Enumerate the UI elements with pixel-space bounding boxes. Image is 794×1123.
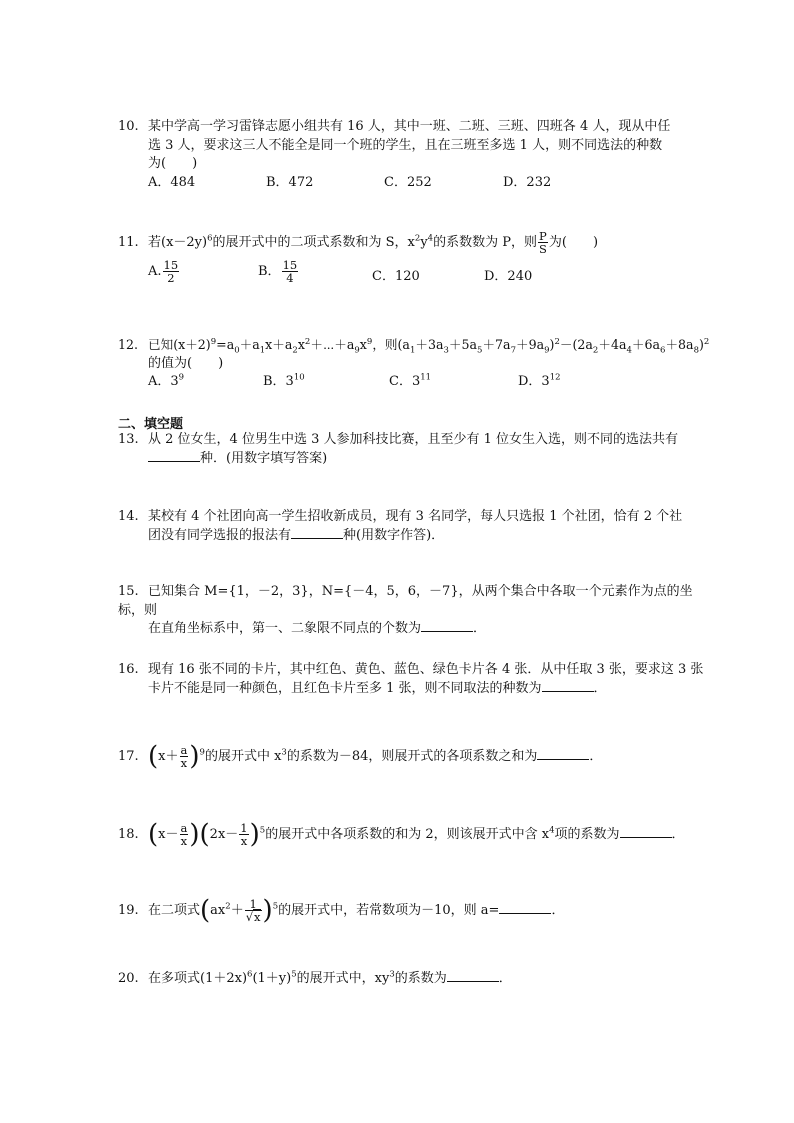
option-c: C．120	[372, 269, 420, 284]
q-text: ＋⋯＋a	[310, 337, 355, 352]
exponent: 2	[414, 233, 421, 244]
question-16	[118, 661, 718, 698]
question-text: ．	[589, 749, 603, 764]
expr-text: 2x－	[209, 827, 239, 842]
question-text: ．	[473, 621, 487, 636]
question-number: 20.	[118, 971, 139, 986]
subscript: 7	[510, 345, 516, 356]
denominator: 4	[286, 271, 294, 285]
right-paren: )	[262, 895, 273, 926]
option-b	[258, 259, 299, 284]
numerator: 1	[245, 898, 262, 911]
question-text: ．	[551, 903, 565, 918]
fraction	[239, 822, 248, 847]
question-12	[118, 336, 738, 393]
option-label: A.	[148, 264, 162, 279]
question-text: (1＋y)	[252, 971, 292, 986]
question-text: 种(用数字作答)．	[343, 527, 445, 543]
fraction	[245, 898, 262, 923]
exponent: 12	[549, 372, 561, 383]
question-text: ．	[671, 827, 685, 842]
expr-text: x－	[158, 827, 179, 842]
denominator: S	[538, 242, 547, 256]
exponent: 4	[549, 825, 555, 836]
exponent: 5	[291, 969, 297, 980]
numerator: a	[180, 821, 188, 835]
question-text: 现有 16 张不同的卡片，其中红色、黄色、蓝色、绿色卡片各 4 张．从中任取 3 张，要求这 3 张	[148, 662, 704, 677]
question-text: 在直角坐标系中，第一、二象限不同点的个数为	[148, 621, 422, 636]
denominator: x	[180, 834, 188, 848]
section-heading: 二、填空题	[118, 417, 184, 432]
numerator: 15	[282, 258, 298, 272]
question-text: ．	[593, 680, 607, 696]
answer-blank[interactable]	[537, 749, 589, 760]
question-14	[118, 508, 718, 545]
denominator	[245, 911, 262, 923]
question-text: 为( )	[148, 156, 198, 171]
exponent: 11	[420, 372, 432, 383]
subscript: 5	[477, 345, 483, 356]
left-paren: (	[148, 741, 159, 772]
q-text: )	[698, 337, 704, 352]
exponent: 5	[259, 825, 266, 836]
fraction	[538, 230, 548, 255]
sqrt-sign: √	[245, 910, 254, 924]
question-text: 卡片不能是同一种颜色，且红色卡片至多 1 张，则不同取法的种数为	[148, 680, 542, 696]
question-number: 19.	[118, 903, 139, 918]
question-number: 15.	[118, 584, 139, 599]
question-text: 的展开式中，xy	[296, 971, 390, 986]
question-number: 11.	[118, 235, 139, 250]
exponent: 9	[178, 372, 185, 383]
options-row	[118, 259, 718, 291]
fraction	[180, 744, 189, 769]
question-text: 在多项式(1＋2x)	[148, 971, 248, 986]
option-a	[148, 373, 184, 392]
question-text: 团没有同学选报的报法有	[148, 527, 292, 543]
question-text: 某校有 4 个社团向高一学生招收新成员，现有 3 名同学，每人只选报 1 个社团，恰有 2 个社	[148, 509, 683, 524]
denominator: x	[180, 756, 188, 770]
question-text: 从 2 位女生，4 位男生中选 3 人参加科技比赛，且至少有 1 位女生入选，则不同的选法共有	[148, 432, 679, 447]
subscript: 0	[234, 345, 240, 356]
option-text: C．3	[389, 374, 421, 389]
variable: y	[420, 235, 428, 250]
question-10	[118, 118, 718, 194]
question-number: 14.	[118, 509, 139, 524]
question-number: 13.	[118, 432, 139, 447]
answer-blank[interactable]	[421, 621, 473, 632]
answer-blank[interactable]	[447, 971, 499, 982]
subscript: 1	[259, 345, 266, 356]
exponent: 4	[427, 233, 434, 244]
question-number: 18.	[118, 827, 139, 842]
q-text: －(2a	[559, 337, 593, 352]
exponent: 6	[247, 969, 253, 980]
fraction	[180, 822, 189, 847]
option-text: B．3	[263, 374, 294, 389]
fraction	[282, 259, 299, 284]
exponent: 3	[389, 969, 395, 980]
left-paren: (	[200, 895, 211, 926]
q-text: x＋a	[265, 337, 293, 352]
exponent: 9	[199, 747, 205, 758]
right-paren: )	[249, 819, 260, 850]
q-text: ＋8a	[665, 337, 694, 352]
answer-blank[interactable]	[148, 451, 200, 462]
subscript: 2	[292, 345, 298, 356]
question-text: 某中学高一学习雷锋志愿小组共有 16 人，其中一班、二班、三班、四班各 4 人，现从中任	[148, 119, 671, 134]
answer-blank[interactable]	[499, 903, 551, 914]
exponent: 2	[703, 336, 710, 347]
radicand: x	[254, 910, 261, 924]
question-text: 选 3 人，要求这三人不能全是同一个班的学生，且在三班至多选 1 人，则不同选法的种数	[148, 137, 663, 153]
subscript: 9	[354, 345, 360, 356]
question-text: 的系数为	[394, 971, 447, 986]
q-text: ＋5a	[448, 337, 478, 352]
question-text: 的展开式中，若常数项为－10，则 a=	[278, 903, 500, 918]
expr-text: ＋	[230, 903, 244, 918]
fraction	[163, 259, 180, 284]
question-17	[118, 741, 718, 772]
answer-blank[interactable]	[620, 827, 672, 838]
left-paren: (	[148, 819, 159, 850]
options-row	[118, 373, 738, 393]
question-text: 的展开式中 x	[204, 749, 282, 764]
denominator: x	[240, 834, 248, 848]
question-number: 12.	[118, 337, 139, 352]
q-text: )	[549, 337, 555, 352]
option-a	[148, 259, 180, 284]
question-text: 在二项式	[148, 903, 201, 918]
question-number: 16.	[118, 662, 139, 677]
right-paren: )	[189, 741, 200, 772]
q-text: ＋a	[239, 337, 260, 352]
subscript: 3	[443, 345, 449, 356]
expr-text: x＋	[158, 749, 179, 764]
question-18	[118, 819, 718, 850]
numerator: 15	[163, 258, 179, 272]
option-b: B．472	[266, 174, 314, 190]
answer-blank[interactable]	[542, 681, 594, 692]
question-text: 的系数为－84，则展开式的各项系数之和为	[286, 749, 538, 764]
q-text: x	[297, 337, 305, 352]
subscript: 6	[660, 345, 666, 356]
question-text: 项的系数为	[554, 827, 620, 842]
exponent: 2	[554, 336, 560, 347]
question-number: 17.	[118, 749, 139, 764]
question-text: ．	[498, 971, 512, 986]
question-text: 的展开式中各项系数的和为 2，则该展开式中含 x	[265, 827, 550, 842]
q-text: ＋7a	[482, 337, 511, 352]
subscript: 9	[544, 345, 550, 356]
exponent: 6	[207, 233, 213, 244]
denominator: 2	[167, 271, 175, 285]
left-paren: (	[199, 819, 210, 850]
q-text: ＋9a	[516, 337, 545, 352]
question-20	[118, 970, 718, 989]
question-number: 10.	[118, 119, 139, 134]
q-text: ＋3a	[415, 337, 444, 352]
q-text: ＋6a	[631, 337, 661, 352]
question-13	[118, 431, 718, 468]
question-text: 已知集合 M={1，－2，3}，N={－4，5，6，－7}，从两个集合中各取一个元素作为点的坐标，则	[118, 584, 693, 618]
question-11	[118, 230, 718, 291]
q-text: ，则(a	[372, 337, 410, 352]
subscript: 1	[409, 345, 416, 356]
subscript: 2	[592, 345, 599, 356]
numerator: 1	[240, 821, 248, 835]
option-text: A．3	[148, 374, 179, 389]
exponent: 9	[210, 336, 217, 347]
option-label: B．	[258, 264, 281, 279]
question-text: 的展开式中的二项式系数和为 S，x	[212, 235, 415, 250]
options-row	[118, 174, 718, 194]
question-text: 的值为( )	[148, 355, 224, 371]
question-text: 若(x－2y)	[148, 235, 208, 250]
exponent: 2	[304, 336, 311, 347]
option-c: C．252	[384, 174, 432, 190]
question-text: 的系数数为 P，则	[433, 235, 537, 250]
question-text: 种．(用数字填写答案)	[200, 450, 328, 466]
q-text: 已知(x＋2)	[148, 337, 211, 352]
numerator: P	[539, 229, 547, 243]
option-d	[518, 373, 561, 392]
exponent: 2	[225, 901, 231, 912]
answer-blank[interactable]	[291, 528, 343, 539]
numerator: a	[180, 743, 188, 757]
question-text: 为( )	[548, 235, 599, 250]
option-b	[263, 373, 305, 392]
exponent: 10	[293, 372, 305, 383]
exponent: 3	[281, 747, 287, 758]
option-d: D．240	[484, 269, 533, 284]
exponent: 5	[272, 901, 279, 912]
option-a: A．484	[148, 174, 196, 190]
q-text: =a	[216, 337, 235, 352]
option-c	[389, 373, 431, 392]
question-15	[118, 583, 718, 639]
right-paren: )	[189, 819, 200, 850]
exponent: 9	[366, 336, 373, 347]
subscript: 4	[626, 345, 632, 356]
subscript: 8	[693, 345, 699, 356]
option-d: D．232	[503, 174, 552, 190]
expr-text: ax	[210, 903, 226, 918]
q-text: ＋4a	[598, 337, 627, 352]
question-19	[118, 895, 718, 926]
q-text: x	[359, 337, 367, 352]
option-text: D．3	[518, 374, 550, 389]
